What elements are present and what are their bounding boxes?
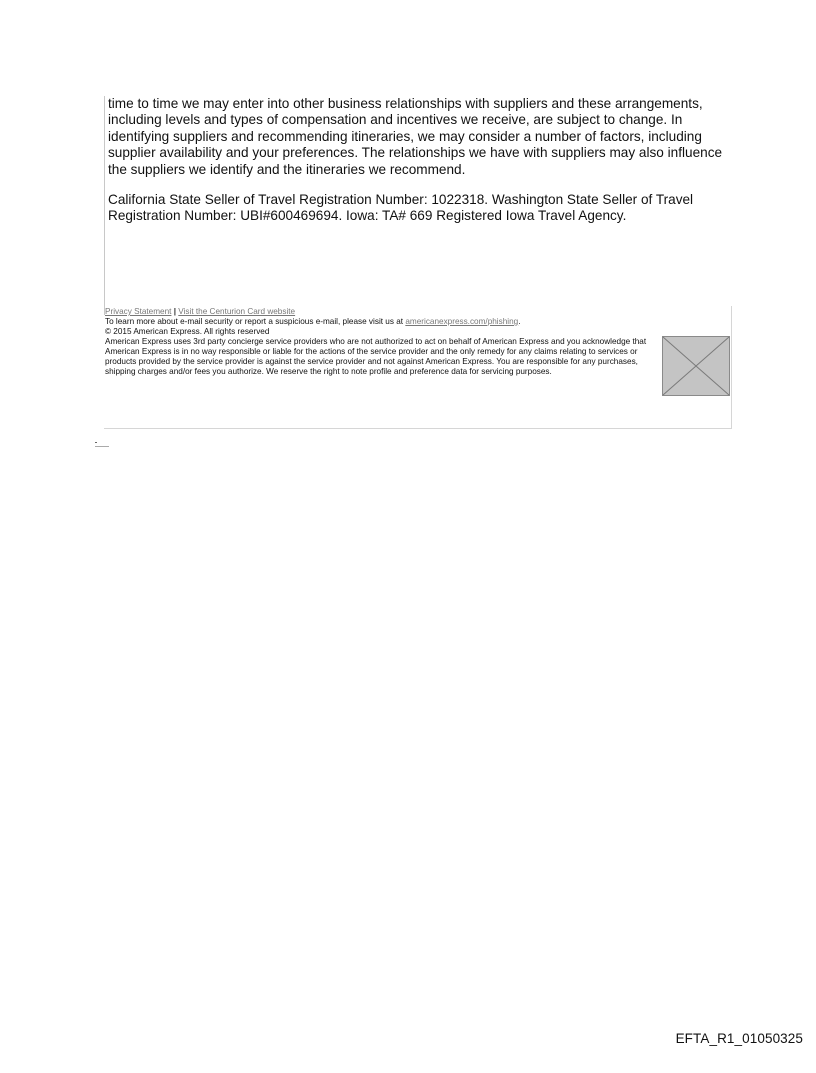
supplier-relationship-paragraph: time to time we may enter into other business relationships with suppliers and these arrangements, including levels and types of compensation and incentives we receive, are subject to change. In identifying suppliers and recommending itineraries, we may consider a number of factors, including supplier availability and your preferences. The relationships we have with suppliers may also influence the suppliers we identify and the itineraries we recommend. [108, 96, 723, 177]
privacy-statement-link[interactable]: Privacy Statement [105, 307, 172, 316]
phishing-link[interactable]: americanexpress.com/phishing [405, 317, 519, 326]
footer-links [105, 307, 731, 317]
legal-disclaimer: American Express uses 3rd party concierge service providers who are not authorized to act on behalf of American Express and you acknowledge that American Express is in no way responsible or liable for the actions of the service provider and the only remedy for any claims relating to services or products provided by the service provider is against the service provider and not against American Express. You are responsible for any purchases, shipping charges and/or fees you authorize. We reserve the right to note profile and preference data for servicing purposes. [105, 337, 647, 376]
email-body [104, 96, 738, 315]
registration-paragraph: California State Seller of Travel Registration Number: 1022318. Washington State Seller of Travel Registration Number: UBI#600469694. Iowa: TA# 669 Registered Iowa Travel Agency. [108, 192, 694, 224]
phishing-notice [105, 317, 731, 327]
centurion-website-link[interactable]: Visit the Centurion Card website [178, 307, 296, 316]
link-separator: | [173, 307, 177, 316]
scan-artifact-mark [95, 442, 109, 448]
copyright-notice: © 2015 American Express. All rights reserved [105, 327, 270, 336]
email-footer [104, 306, 732, 429]
broken-image-icon [662, 336, 730, 396]
document-id: EFTA_R1_01050325 [675, 1031, 803, 1046]
phishing-period: . [518, 317, 521, 326]
phishing-text: To learn more about e-mail security or report a suspicious e-mail, please visit us at [105, 317, 404, 326]
